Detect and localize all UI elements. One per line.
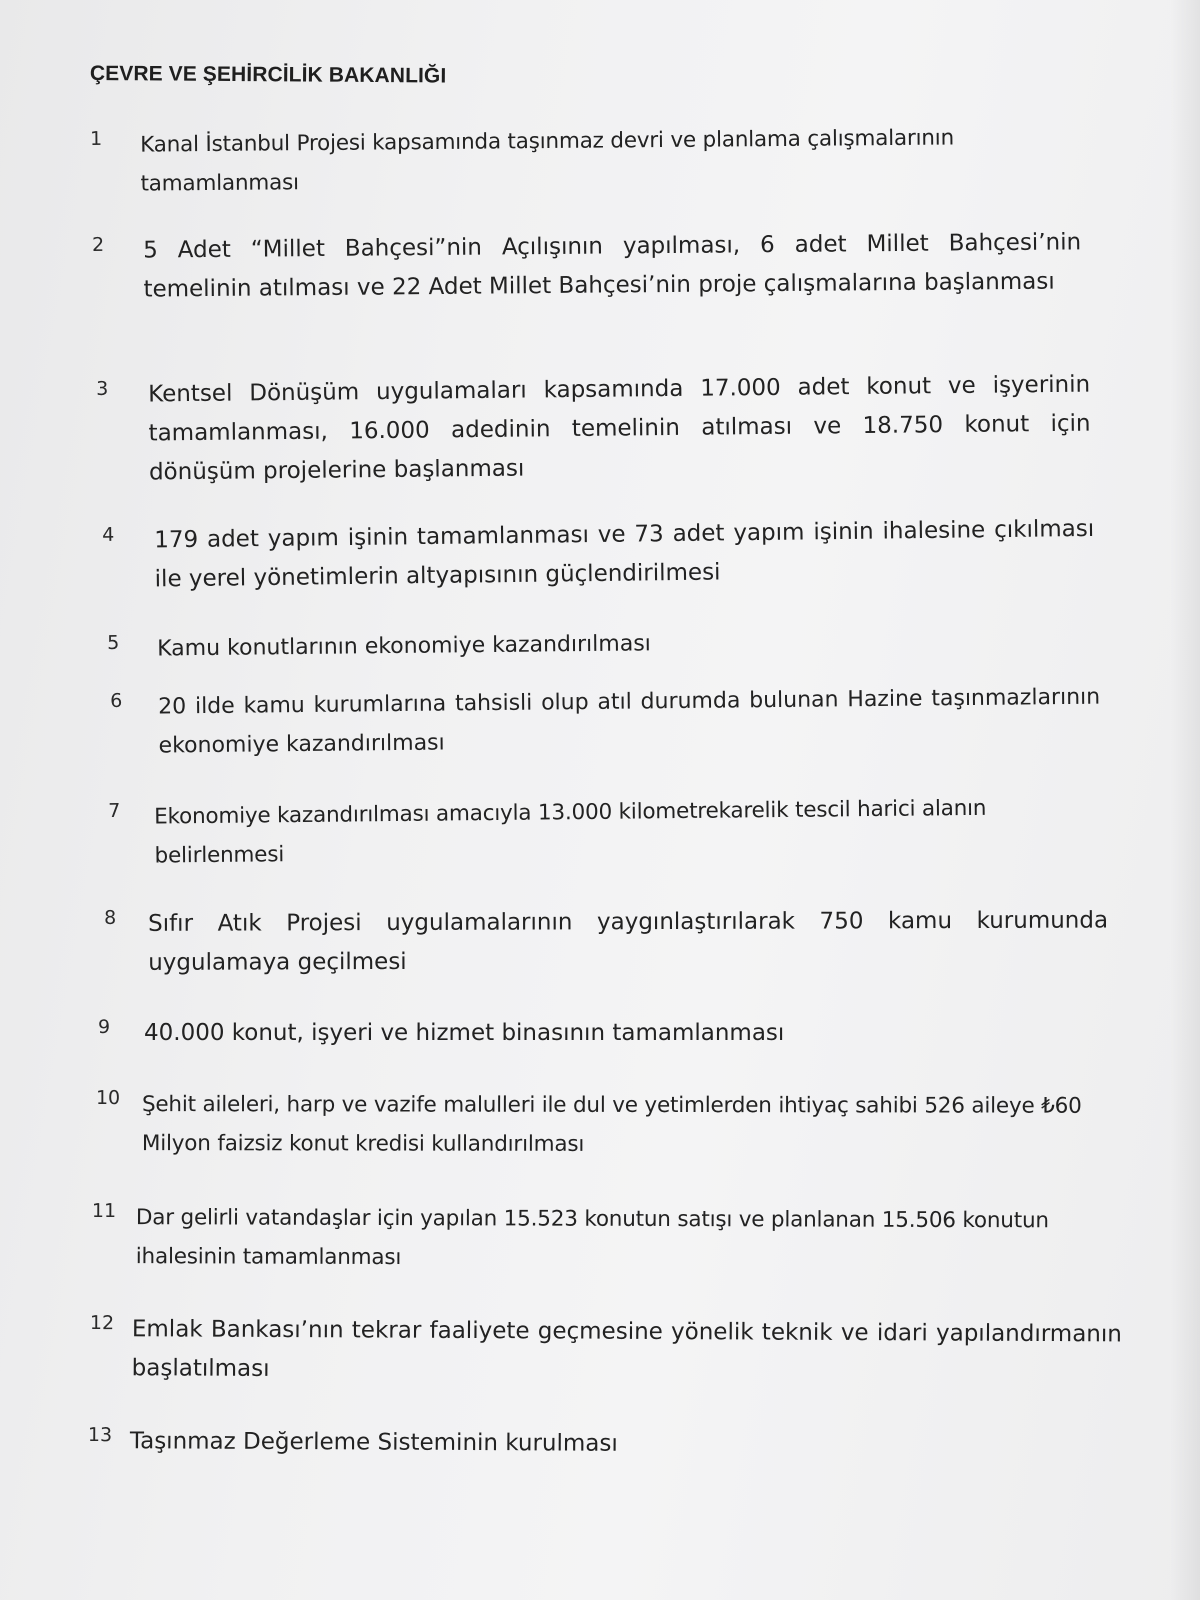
list-item xyxy=(102,510,1108,602)
item-text: Sıfır Atık Projesi uygulamalarının yaygınlaştırılarak 750 kamu kurumunda uygulamaya geçilmesi xyxy=(148,907,1109,976)
item-text: Emlak Bankası’nın tekrar faaliyete geçmesine yönelik teknik ve idari yapılandırmanın başlatılması xyxy=(131,1316,1122,1382)
list-item xyxy=(107,623,807,670)
item-number: 11 xyxy=(91,1200,117,1223)
item-number: 9 xyxy=(98,1016,111,1038)
list-item xyxy=(90,117,1081,206)
item-text: 20 ilde kamu kurumlarına tahsisli olup atıl durumda bulunan Hazine taşınmazlarının ekonomiye kazandırılması xyxy=(158,684,1101,759)
item-text: Taşınmaz Değerleme Sisteminin kurulması xyxy=(129,1428,618,1457)
item-number: 10 xyxy=(95,1087,121,1110)
list-item xyxy=(108,787,1119,878)
list-item xyxy=(90,1310,1130,1395)
item-number: 13 xyxy=(87,1424,113,1447)
item-text: 5 Adet “Millet Bahçesi”nin Açılışının yapılması, 6 adet Millet Bahçesi’nin temelinin atılması ve 22 Adet Millet Bahçesi’nin proje çalışmalarına başlanması xyxy=(143,229,1082,303)
list-item xyxy=(98,1014,858,1054)
item-text: Kamu konutlarının ekonomiye kazandırılması xyxy=(157,631,651,662)
item-text: Kanal İstanbul Projesi kapsamında taşınmaz devri ve planlama çalışmalarının tamamlanması xyxy=(140,125,955,197)
item-text: Dar gelirli vatandaşlar için yapılan 15.523 konutun satışı ve planlanan 15.506 konutun ihalesinin tamamlanması xyxy=(135,1205,1049,1271)
item-number: 5 xyxy=(107,631,120,654)
item-text: Ekonomiye kazandırılması amacıyla 13.000 kilometrekarelik tescil harici alanın belirlenmesi xyxy=(154,795,987,869)
item-number: 1 xyxy=(90,127,103,150)
item-text: 179 adet yapım işinin tamamlanması ve 73 adet yapım işinin ihalesine çıkılması ile yerel yönetimlerin altyapısının güçlendirilmesi xyxy=(154,515,1095,593)
item-number: 2 xyxy=(92,233,105,256)
list-item xyxy=(104,901,1114,985)
item-number: 8 xyxy=(104,906,117,929)
item-text: Kentsel Dönüşüm uygulamaları kapsamında 17.000 adet konut ve işyerinin tamamlanması, 16.000 adedinin temelinin atılması ve 18.750 konut için dönüşüm projelerine başlanması xyxy=(148,371,1091,486)
item-number: 3 xyxy=(96,377,109,400)
list-item xyxy=(92,1198,1132,1282)
item-number: 6 xyxy=(110,689,123,712)
list-item xyxy=(96,365,1107,496)
item-text: Şehit aileleri, harp ve vazife malulleri ile dul ve yetimlerden ihtiyaç sahibi 526 aileye ₺60 Milyon faizsiz konut kredisi kullandırılması xyxy=(141,1092,1082,1157)
list-item xyxy=(110,678,1111,768)
item-text: 40.000 konut, işyeri ve hizmet binasının tamamlanması xyxy=(144,1020,785,1046)
list-item xyxy=(92,223,1093,352)
item-number: 7 xyxy=(108,799,121,822)
list-item xyxy=(88,1422,788,1466)
item-number: 12 xyxy=(89,1312,115,1335)
page-title: ÇEVRE VE ŞEHİRCİLİK BAKANLIĞI xyxy=(89,62,447,88)
page-shadow xyxy=(1170,0,1200,1600)
list-item xyxy=(96,1085,1126,1167)
item-number: 4 xyxy=(102,523,115,546)
